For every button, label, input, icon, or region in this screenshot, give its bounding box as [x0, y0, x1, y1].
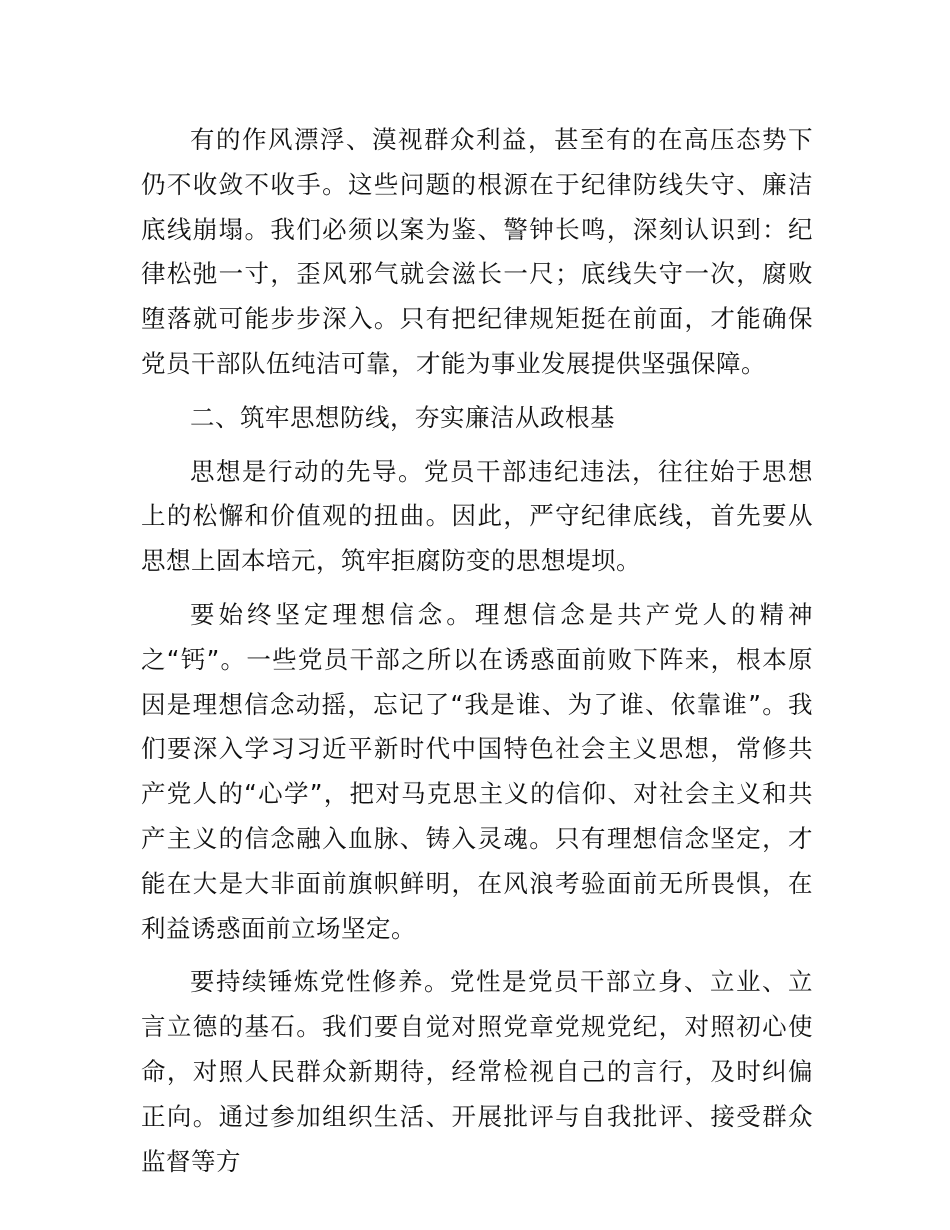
paragraph-party-spirit: 要持续锤炼党性修养。党性是党员干部立身、立业、立言立德的基石。我们要自觉对照党章党规党纪，对照初心使命，对照人民群众新期待，经常检视自己的言行，及时纠偏正向。通过参加组织生活、开展批评与自我批评、接受群众监督等方 [141, 967, 813, 1176]
paragraph-thought-guidance: 思想是行动的先导。党员干部违纪违法，往往始于思想上的松懈和价值观的扭曲。因此，严守纪律底线，首先要从思想上固本培元，筑牢拒腐防变的思想堤坝。 [141, 456, 813, 576]
paragraph-ideals-belief: 要始终坚定理想信念。理想信念是共产党人的精神之“钙”。一些党员干部之所以在诱惑面前败下阵来，根本原因是理想信念动摇，忘记了“我是谁、为了谁、依靠谁”。我们要深入学习习近平新时代中国特色社会主义思想，常修共产党人的“心学”，把对马克思主义的信仰、对社会主义和共产主义的信念融入血脉、铸入灵魂。只有理想信念坚定，才能在大是大非面前旗帜鲜明，在风浪考验面前无所畏惧，在利益诱惑面前立场坚定。 [141, 599, 813, 943]
paragraph-intro-continued: 有的作风漂浮、漠视群众利益，甚至有的在高压态势下仍不收敛不收手。这些问题的根源在于纪律防线失守、廉洁底线崩塌。我们必须以案为鉴、警钟长鸣，深刻认识到：纪律松弛一寸，歪风邪气就会滋长一尺；底线失守一次，腐败堕落就可能步步深入。只有把纪律规矩挺在前面，才能确保党员干部队伍纯洁可靠，才能为事业发展提供坚强保障。 [141, 125, 813, 378]
section-heading-2: 二、筑牢思想防线，夯实廉洁从政根基 [190, 402, 615, 432]
document-body [141, 118, 813, 1193]
